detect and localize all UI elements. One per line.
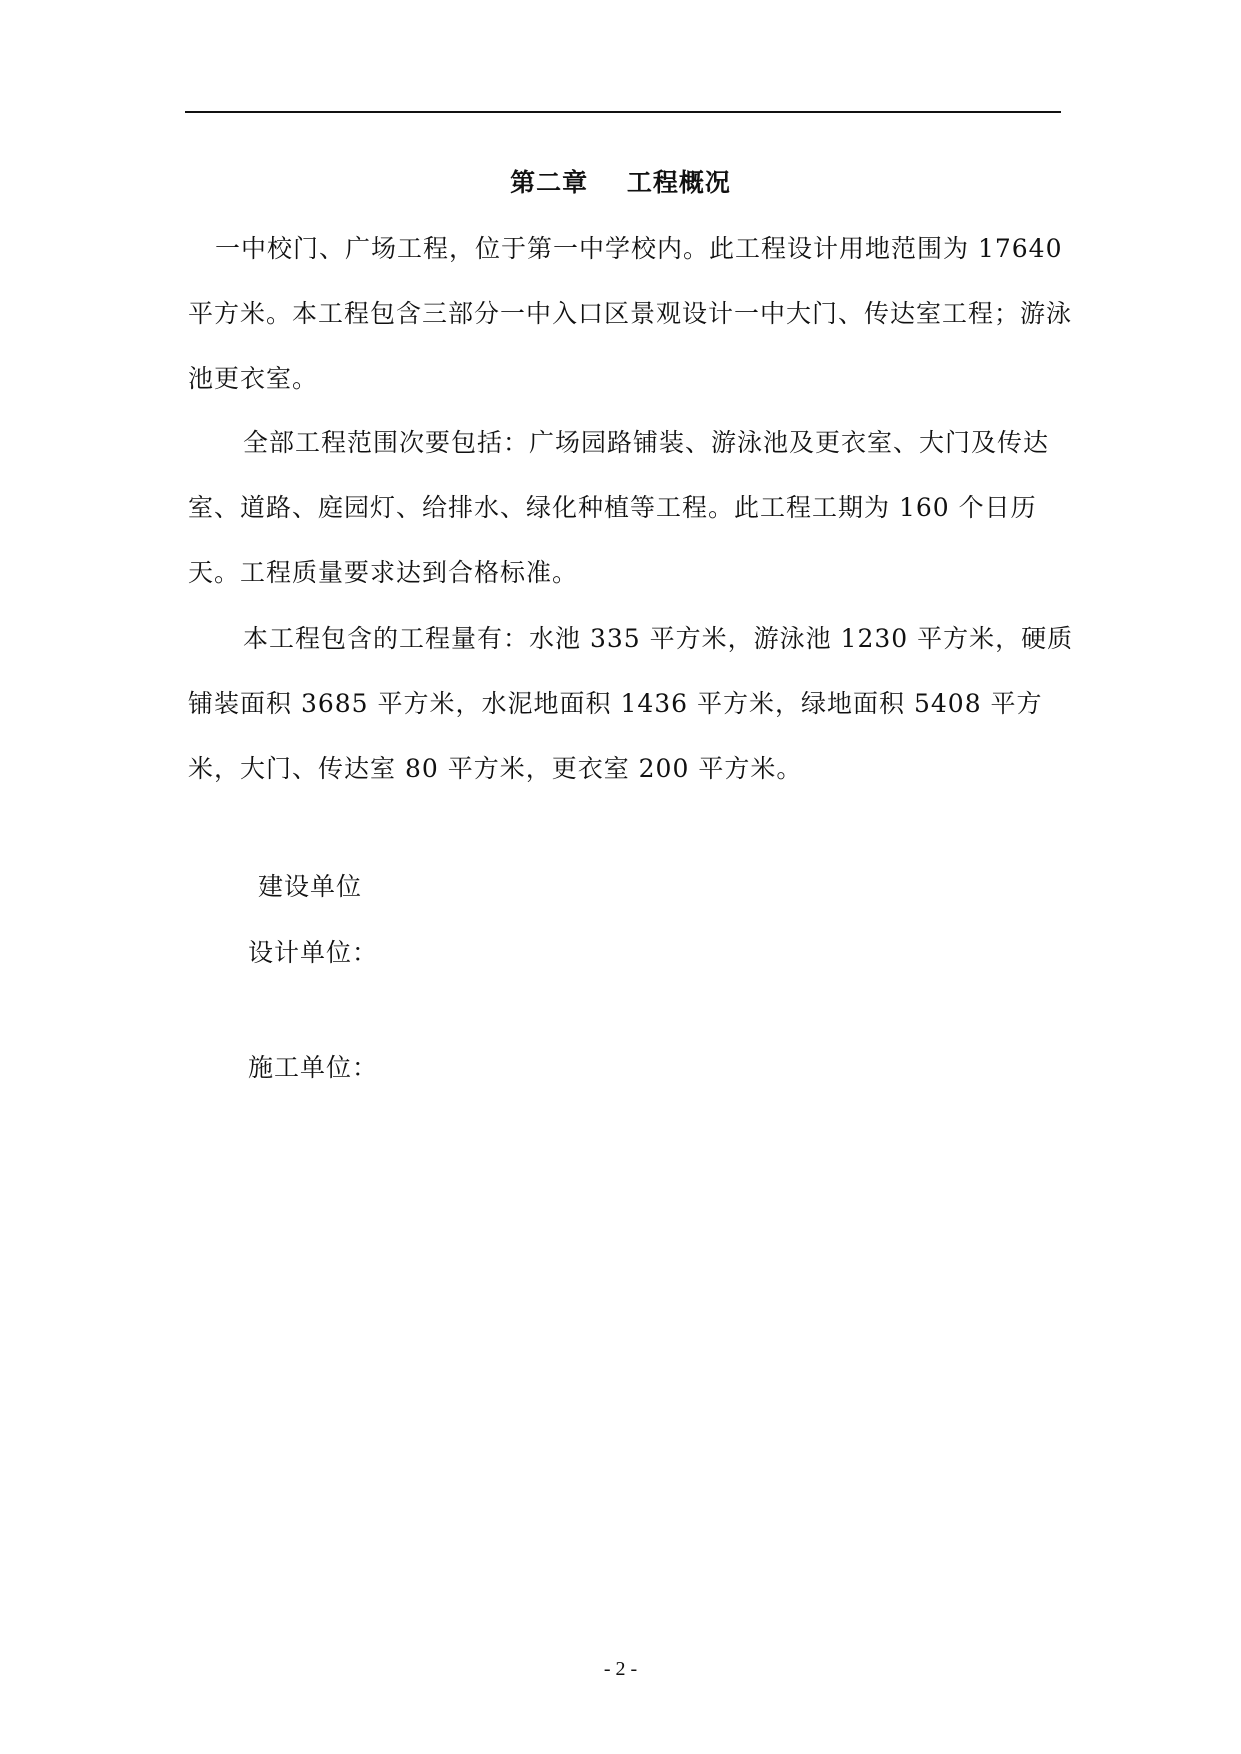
design-unit-label: 设计单位：	[248, 938, 379, 967]
paragraph-quantities: 本工程包含的工程量有：水池 335 平方米，游泳池 1230 平方米，硬质铺装面积 3685 平方米，水泥地面积 1436 平方米，绿地面积 5408 平方米，大门、传达室 80 平方米，更衣室 200 平方米。	[188, 624, 1074, 783]
builder-label: 施工单位：	[248, 1053, 379, 1082]
page-number: - 2 -	[603, 1658, 638, 1680]
paragraph-project-location: 一中校门、广场工程，位于第一中学校内。此工程设计用地范围为 17640 平方米。本工程包含三部分一中入口区景观设计一中大门、传达室工程；游泳池更衣室。	[188, 234, 1073, 393]
construction-owner-label: 建设单位	[258, 872, 363, 901]
paragraph-project-scope: 全部工程范围次要包括：广场园路铺装、游泳池及更衣室、大门及传达室、道路、庭园灯、给排水、绿化种植等工程。此工程工期为 160 个日历天。工程质量要求达到合格标准。	[188, 428, 1050, 587]
header-rule	[185, 111, 1061, 113]
chapter-title: 第二章 工程概况	[510, 168, 731, 197]
